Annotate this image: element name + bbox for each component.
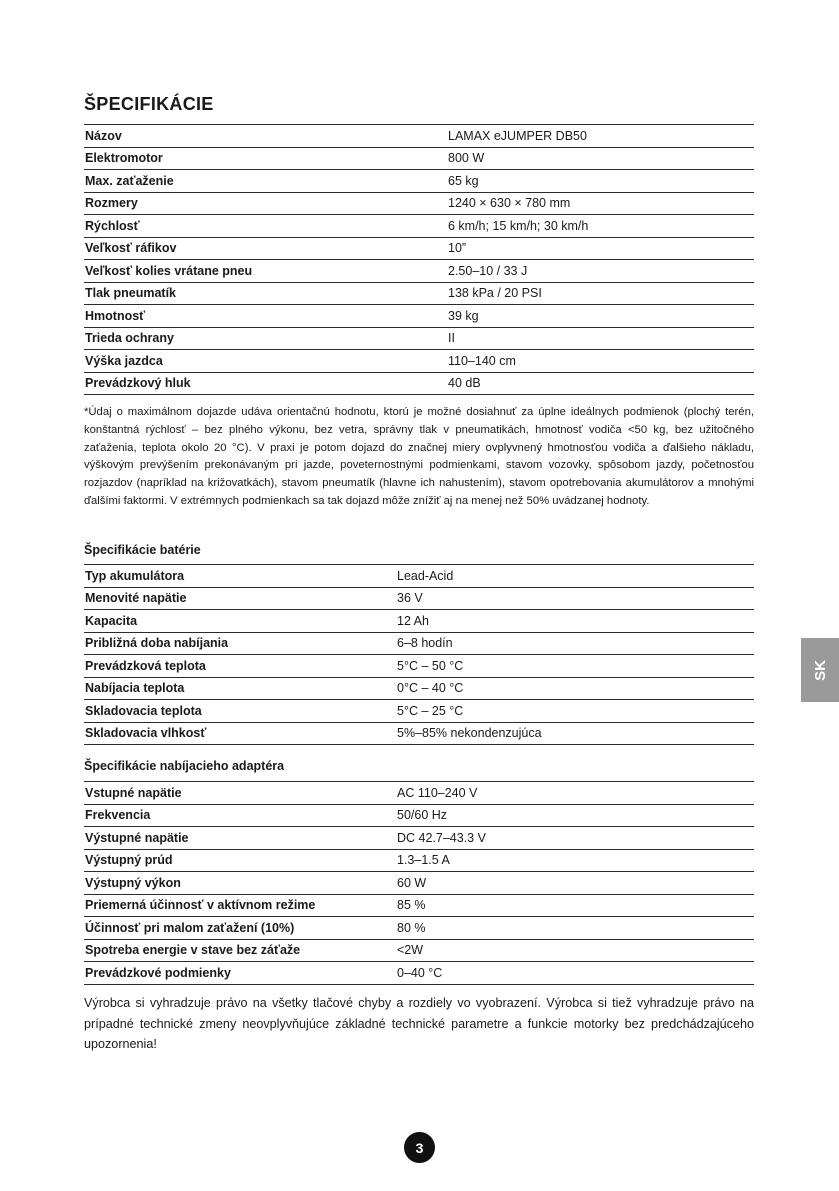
battery-label: Prevádzková teplota (84, 655, 396, 678)
adapter-label: Výstupné napätie (84, 827, 396, 850)
adapter-value: 0–40 °C (396, 962, 754, 985)
adapter-label: Prevádzkové podmienky (84, 962, 396, 985)
spec-value: 65 kg (447, 170, 754, 193)
spec-label: Výška jazdca (84, 350, 447, 373)
battery-label: Kapacita (84, 610, 396, 633)
table-row (84, 677, 754, 700)
spec-label: Elektromotor (84, 147, 447, 170)
spec-value: 6 km/h; 15 km/h; 30 km/h (447, 215, 754, 238)
table-row (84, 722, 754, 745)
page-number: 3 (415, 1139, 424, 1156)
adapter-value: <2W (396, 939, 754, 962)
battery-value: 0°C – 40 °C (396, 677, 754, 700)
table-row (84, 917, 754, 940)
battery-value: 12 Ah (396, 610, 754, 633)
spec-value: 39 kg (447, 305, 754, 328)
table-row (84, 894, 754, 917)
spec-value: 110–140 cm (447, 350, 754, 373)
spec-label: Prevádzkový hluk (84, 372, 447, 395)
adapter-label: Priemerná účinnosť v aktívnom režime (84, 894, 396, 917)
table-row (84, 610, 754, 633)
spec-value: LAMAX eJUMPER DB50 (447, 125, 754, 148)
spec-label: Hmotnosť (84, 305, 447, 328)
table-row (84, 237, 754, 260)
adapter-label: Frekvencia (84, 804, 396, 827)
adapter-value: 80 % (396, 917, 754, 940)
battery-label: Nabíjacia teplota (84, 677, 396, 700)
specifications-table (84, 124, 754, 395)
table-row (84, 962, 754, 985)
battery-value: 6–8 hodín (396, 632, 754, 655)
adapter-value: 1.3–1.5 A (396, 849, 754, 872)
table-row (84, 305, 754, 328)
spec-value: 10” (447, 237, 754, 260)
table-row (84, 872, 754, 895)
battery-label: Skladovacia vlhkosť (84, 722, 396, 745)
table-row (84, 215, 754, 238)
table-row (84, 804, 754, 827)
table-row (84, 849, 754, 872)
battery-label: Skladovacia teplota (84, 700, 396, 723)
adapter-table (84, 781, 754, 985)
table-row (84, 170, 754, 193)
adapter-value: 60 W (396, 872, 754, 895)
spec-label: Trieda ochrany (84, 327, 447, 350)
table-row (84, 632, 754, 655)
page-number-badge (404, 1132, 435, 1163)
battery-table (84, 564, 754, 745)
battery-heading: Špecifikácie batérie (84, 543, 201, 557)
spec-value: 800 W (447, 147, 754, 170)
disclaimer-text: Výrobca si vyhradzuje právo na všetky tlačové chyby a rozdiely vo vyobrazení. Výrobca si tiež vyhradzuje právo na prípadné technické zmeny neovplyvňujúce základné technické parametre a funkcie motorky bez predchádzajúceho upozornenia! (84, 996, 754, 1051)
range-footnote: *Údaj o maximálnom dojazde udáva orientačnú hodnotu, ktorú je možné dosiahnuť za úplne ideálnych podmienok (plochý terén, konštantná rýchlosť – bez plného výkonu, bez vetra, správny tlak v pneumatikách, hmotnosť vodiča <50 kg, bez užitočného zaťaženia, teplota okolo 20 °C). V praxi je potom dojazd do značnej miery ovplyvnený hmotnosťou vodiča a ďalšieho nákladu, výškovým prevýšením prekonávaným pri jazde, poveternostnými podmienkami, stavom vozovky, spôsobom jazdy, početnosťou rozjazdov (napríklad na križovatkách), stavom pneumatík (hlavne ich nahustením), stavom opotrebovania akumulátorov a mnohými ďalšími faktormi. V extrémnych podmienkach sa tak dojazd môže znížiť aj na menej než 50% uvádzanej hodnoty. (84, 406, 754, 507)
table-row (84, 587, 754, 610)
battery-label: Menovité napätie (84, 587, 396, 610)
table-row (84, 939, 754, 962)
spec-value: 138 kPa / 20 PSI (447, 282, 754, 305)
table-row (84, 827, 754, 850)
spec-label: Rozmery (84, 192, 447, 215)
table-row (84, 192, 754, 215)
adapter-label: Vstupné napätie (84, 782, 396, 805)
spec-value: 1240 × 630 × 780 mm (447, 192, 754, 215)
table-row (84, 565, 754, 588)
spec-label: Rýchlosť (84, 215, 447, 238)
spec-value: II (447, 327, 754, 350)
spec-label: Názov (84, 125, 447, 148)
table-row (84, 125, 754, 148)
table-row (84, 260, 754, 283)
adapter-label: Výstupný výkon (84, 872, 396, 895)
table-row (84, 327, 754, 350)
spec-label: Max. zaťaženie (84, 170, 447, 193)
spec-value: 40 dB (447, 372, 754, 395)
adapter-value: 50/60 Hz (396, 804, 754, 827)
spec-label: Tlak pneumatík (84, 282, 447, 305)
spec-value: 2.50–10 / 33 J (447, 260, 754, 283)
battery-value: 5°C – 25 °C (396, 700, 754, 723)
battery-value: 36 V (396, 587, 754, 610)
table-row (84, 655, 754, 678)
battery-value: Lead-Acid (396, 565, 754, 588)
spec-label: Veľkosť ráfikov (84, 237, 447, 260)
table-row (84, 282, 754, 305)
adapter-label: Účinnosť pri malom zaťažení (10%) (84, 917, 396, 940)
battery-label: Približná doba nabíjania (84, 632, 396, 655)
table-row (84, 782, 754, 805)
table-row (84, 700, 754, 723)
table-row (84, 147, 754, 170)
adapter-value: 85 % (396, 894, 754, 917)
adapter-value: DC 42.7–43.3 V (396, 827, 754, 850)
battery-label: Typ akumulátora (84, 565, 396, 588)
adapter-heading: Špecifikácie nabíjacieho adaptéra (84, 759, 285, 773)
battery-value: 5%–85% nekondenzujúca (396, 722, 754, 745)
adapter-value: AC 110–240 V (396, 782, 754, 805)
table-row (84, 372, 754, 395)
adapter-label: Spotreba energie v stave bez záťaže (84, 939, 396, 962)
battery-value: 5°C – 50 °C (396, 655, 754, 678)
language-tab (801, 638, 839, 702)
spec-label: Veľkosť kolies vrátane pneu (84, 260, 447, 283)
page-title: ŠPECIFIKÁCIE (84, 94, 214, 114)
language-tab-label: SK (811, 659, 829, 681)
table-row (84, 350, 754, 373)
adapter-label: Výstupný prúd (84, 849, 396, 872)
